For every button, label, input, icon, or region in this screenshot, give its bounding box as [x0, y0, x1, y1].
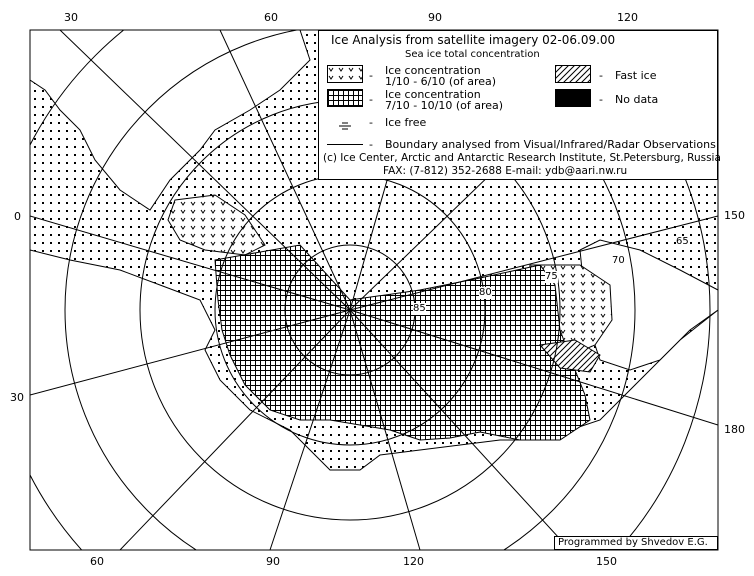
swatch-high-ice [327, 89, 363, 107]
lat-label-80: 80 [479, 287, 492, 298]
legend-low-ice-label: Ice concentration [385, 64, 481, 77]
lat-label-85: 85 [413, 303, 426, 314]
tick-top-30: 30 [64, 11, 78, 24]
tick-top-120: 120 [617, 11, 638, 24]
legend-bullet: - [369, 69, 373, 82]
lat-label-75: 75 [545, 271, 558, 282]
legend-title: Ice Analysis from satellite imagery 02-06.09.00 [331, 33, 616, 47]
swatch-fast-ice [555, 65, 591, 83]
legend-boundary-label: Boundary analysed from Visual/Infrared/Radar Observations [385, 138, 716, 151]
tick-bottom-90: 90 [266, 555, 280, 568]
tick-left-30: 30 [10, 391, 24, 404]
legend-fast-ice-label: Fast ice [615, 69, 657, 82]
tick-left-0: 0 [14, 210, 21, 223]
legend-bullet: - [369, 93, 373, 106]
legend-bullet: - [369, 116, 373, 129]
tick-bottom-60: 60 [90, 555, 104, 568]
tick-right-180: 180 [724, 423, 745, 436]
legend-bullet: - [599, 93, 603, 106]
legend-no-data-label: No data [615, 93, 659, 106]
credit-box: Programmed by Shvedov E.G. [554, 536, 718, 550]
legend-ice-free-label: Ice free [385, 116, 427, 129]
legend-low-ice-range: 1/10 - 6/10 (of area) [385, 75, 497, 88]
swatch-no-data [555, 89, 591, 107]
tick-bottom-150: 150 [596, 555, 617, 568]
tick-right-150: 150 [724, 209, 745, 222]
tick-top-90: 90 [428, 11, 442, 24]
swatch-ice-free [339, 116, 353, 126]
legend-high-ice-label: Ice concentration [385, 88, 481, 101]
legend-subtitle: Sea ice total concentration [405, 49, 540, 60]
legend-bullet: - [369, 138, 373, 151]
swatch-low-ice [327, 65, 363, 83]
tick-top-60: 60 [264, 11, 278, 24]
tick-bottom-120: 120 [403, 555, 424, 568]
legend-bullet: - [599, 69, 603, 82]
legend-high-ice-range: 7/10 - 10/10 (of area) [385, 99, 504, 112]
lat-label-65: 65 [676, 236, 689, 247]
lat-label-70: 70 [612, 255, 625, 266]
map-legend [318, 30, 721, 180]
legend-contact: FAX: (7-812) 352-2688 E-mail: ydb@aari.nw.ru [383, 165, 628, 177]
legend-source: (c) Ice Center, Arctic and Antarctic Research Institute, St.Petersburg, Russia [323, 152, 721, 164]
swatch-boundary-line [327, 144, 363, 145]
